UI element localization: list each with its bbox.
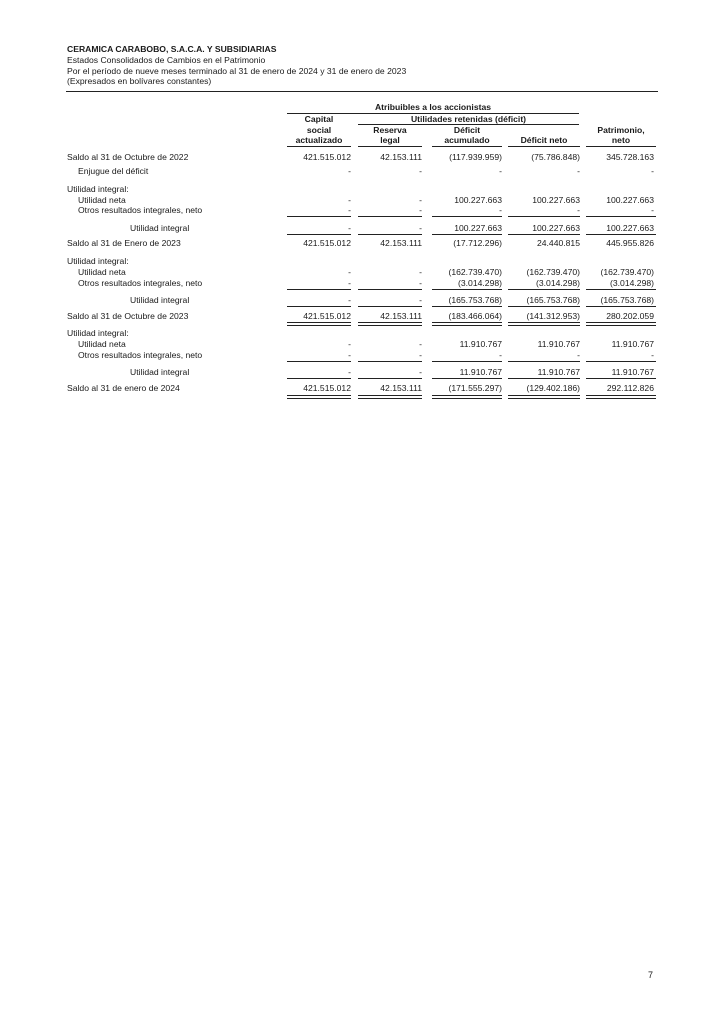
cell-value: 24.440.815 [536, 238, 580, 248]
row-label: Utilidad integral: [67, 256, 129, 266]
cell-value: (3.014.298) [536, 278, 580, 288]
cell-value: 42.153.111 [380, 152, 422, 162]
subtotal-rule [508, 234, 580, 235]
cell-value: 345.728.163 [606, 152, 654, 162]
currency-units: (Expresados en bolívares constantes) [67, 76, 212, 87]
subtotal-rule [508, 306, 580, 307]
cell-value: - [651, 350, 654, 360]
header-deficit-neto: Déficit neto [520, 135, 568, 145]
subtotal-rule [358, 378, 422, 379]
cell-value: - [651, 166, 654, 176]
cell-value: - [419, 339, 422, 349]
row-balance [0, 311, 724, 322]
cell-value: (162.739.470) [526, 267, 580, 277]
cell-value: (165.753.768) [526, 295, 580, 305]
subtotal-rule [358, 289, 422, 290]
total-double-rule [586, 322, 656, 326]
subtotal-rule [358, 216, 422, 217]
row-comprehensive-total [0, 295, 724, 306]
cell-value: - [348, 278, 351, 288]
cell-value: 421.515.012 [303, 152, 351, 162]
total-double-rule [432, 322, 502, 326]
cell-value: 100.227.663 [454, 195, 502, 205]
row-label: Otros resultados integrales, neto [78, 278, 203, 288]
row-comprehensive-heading [0, 328, 724, 339]
cell-value: 11.910.767 [611, 339, 654, 349]
total-double-rule [508, 395, 580, 399]
statement-period: Por el período de nueve meses terminado al 31 de enero de 2024 y 31 de enero de 2023 [67, 65, 407, 76]
total-double-rule [358, 322, 422, 326]
cell-value: 100.227.663 [532, 195, 580, 205]
cell-value: (165.753.768) [600, 295, 654, 305]
subtotal-rule [586, 361, 656, 362]
cell-value: - [499, 350, 502, 360]
header-capital-1: Capital [304, 114, 334, 124]
cell-value: (17.712.296) [453, 238, 502, 248]
row-closing-balance [0, 383, 724, 394]
row-label: Saldo al 31 de Enero de 2023 [67, 238, 181, 248]
cell-value: 421.515.012 [303, 383, 351, 393]
cell-value: - [348, 166, 351, 176]
subtotal-rule [432, 378, 502, 379]
header-underline [586, 146, 656, 147]
cell-value: 42.153.111 [380, 311, 422, 321]
cell-value: - [419, 223, 422, 233]
header-reserva-1: Reserva [373, 125, 407, 135]
cell-value: - [419, 367, 422, 377]
row-label: Utilidad neta [78, 267, 126, 277]
cell-value: - [348, 223, 351, 233]
row-label: Saldo al 31 de Octubre de 2023 [67, 311, 189, 321]
cell-value: - [419, 166, 422, 176]
subtotal-rule [508, 361, 580, 362]
cell-value: - [577, 166, 580, 176]
cell-value: - [419, 350, 422, 360]
cell-value: (162.739.470) [600, 267, 654, 277]
cell-value: - [348, 350, 351, 360]
cell-value: - [499, 205, 502, 215]
cell-value: 421.515.012 [303, 238, 351, 248]
header-patrimonio-1: Patrimonio, [597, 125, 645, 135]
cell-value: 100.227.663 [606, 195, 654, 205]
cell-value: - [419, 195, 422, 205]
cell-value: 11.910.767 [459, 367, 502, 377]
total-double-rule [287, 322, 351, 326]
subtotal-rule [508, 378, 580, 379]
header-deficit-acum-2: acumulado [444, 135, 490, 145]
subtotal-rule [432, 234, 502, 235]
cell-value: - [419, 267, 422, 277]
header-deficit-acum-1: Déficit [453, 125, 481, 135]
subtotal-rule [508, 216, 580, 217]
row-label: Utilidad integral: [67, 328, 129, 338]
subtotal-rule [432, 306, 502, 307]
cell-value: 421.515.012 [303, 311, 351, 321]
cell-value: (3.014.298) [610, 278, 654, 288]
cell-value: - [651, 205, 654, 215]
cell-value: 292.112.826 [606, 383, 654, 393]
header-reserva-2: legal [380, 135, 400, 145]
header-capital-2: social [306, 125, 332, 135]
subtotal-rule [358, 234, 422, 235]
cell-value: 100.227.663 [454, 223, 502, 233]
row-label: Saldo al 31 de Octubre de 2022 [67, 152, 189, 162]
row-label: Otros resultados integrales, neto [78, 350, 203, 360]
row-label: Enjugue del déficit [78, 166, 149, 176]
header-capital-3: actualizado [295, 135, 343, 145]
row-opening-balance [0, 152, 724, 163]
subtotal-rule [287, 378, 351, 379]
subtotal-rule [508, 289, 580, 290]
cell-value: 100.227.663 [532, 223, 580, 233]
cell-value: - [348, 295, 351, 305]
cell-value: - [499, 166, 502, 176]
company-name: CERAMICA CARABOBO, S.A.C.A. Y SUBSIDIARIAS [67, 44, 277, 54]
subtotal-rule [358, 306, 422, 307]
cell-value: - [419, 205, 422, 215]
subtotal-rule [586, 234, 656, 235]
row-label: Utilidad integral: [67, 184, 129, 194]
total-double-rule [358, 395, 422, 399]
subtotal-rule [586, 216, 656, 217]
row-label: Utilidad neta [78, 195, 126, 205]
row-comprehensive-heading [0, 184, 724, 195]
total-double-rule [508, 322, 580, 326]
total-double-rule [432, 395, 502, 399]
total-double-rule [586, 395, 656, 399]
row-label: Utilidad integral [130, 367, 190, 377]
group-header-shareholders: Atribuibles a los accionistas [374, 102, 492, 112]
cell-value: (3.014.298) [458, 278, 502, 288]
subtotal-rule [432, 361, 502, 362]
header-underline [287, 146, 351, 147]
cell-value: - [348, 195, 351, 205]
cell-value: - [419, 295, 422, 305]
page-number: 7 [648, 970, 654, 980]
subtotal-rule [586, 306, 656, 307]
row-net-income [0, 339, 724, 350]
cell-value: - [348, 339, 351, 349]
cell-value: 11.910.767 [537, 367, 580, 377]
cell-value: - [577, 350, 580, 360]
subtotal-rule [432, 289, 502, 290]
subtotal-rule [287, 306, 351, 307]
cell-value: - [348, 267, 351, 277]
subtotal-rule [287, 361, 351, 362]
cell-value: - [419, 278, 422, 288]
cell-value: (183.466.064) [448, 311, 502, 321]
cell-value: 11.910.767 [459, 339, 502, 349]
cell-value: 100.227.663 [606, 223, 654, 233]
row-deficit-offset [0, 166, 724, 177]
row-label: Utilidad integral [130, 223, 190, 233]
cell-value: 280.202.059 [606, 311, 654, 321]
report-header [67, 44, 657, 87]
cell-value: (117.939.959) [449, 152, 502, 162]
row-label: Saldo al 31 de enero de 2024 [67, 383, 180, 393]
cell-value: - [348, 205, 351, 215]
cell-value: 42.153.111 [380, 383, 422, 393]
header-underline [432, 146, 502, 147]
row-other-comprehensive [0, 278, 724, 289]
cell-value: (165.753.768) [448, 295, 502, 305]
header-underline [508, 146, 580, 147]
subtotal-rule [586, 289, 656, 290]
cell-value: 42.153.111 [380, 238, 422, 248]
header-patrimonio-2: neto [611, 135, 631, 145]
row-label: Utilidad integral [130, 295, 190, 305]
subtotal-rule [287, 289, 351, 290]
row-other-comprehensive [0, 205, 724, 216]
row-comprehensive-total [0, 367, 724, 378]
cell-value: 11.910.767 [537, 339, 580, 349]
statement-title: Estados Consolidados de Cambios en el Patrimonio [67, 54, 266, 65]
subtotal-rule [358, 361, 422, 362]
subtotal-rule [586, 378, 656, 379]
cell-value: - [348, 367, 351, 377]
group-header-retained: Utilidades retenidas (déficit) [410, 114, 527, 124]
row-label: Utilidad neta [78, 339, 126, 349]
cell-value: (75.786.848) [531, 152, 580, 162]
cell-value: - [577, 205, 580, 215]
subtotal-rule [287, 234, 351, 235]
cell-value: (162.739.470) [448, 267, 502, 277]
cell-value: (171.555.297) [448, 383, 502, 393]
cell-value: (141.312.953) [526, 311, 580, 321]
row-net-income [0, 267, 724, 278]
cell-value: 11.910.767 [611, 367, 654, 377]
total-double-rule [287, 395, 351, 399]
cell-value: (129.402.186) [526, 383, 580, 393]
row-comprehensive-heading [0, 256, 724, 267]
row-other-comprehensive [0, 350, 724, 361]
cell-value: 445.955.826 [606, 238, 654, 248]
header-underline [358, 146, 422, 147]
header-rule [66, 91, 658, 92]
row-comprehensive-total [0, 223, 724, 234]
row-balance [0, 238, 724, 249]
subtotal-rule [432, 216, 502, 217]
subtotal-rule [287, 216, 351, 217]
row-label: Otros resultados integrales, neto [78, 205, 203, 215]
